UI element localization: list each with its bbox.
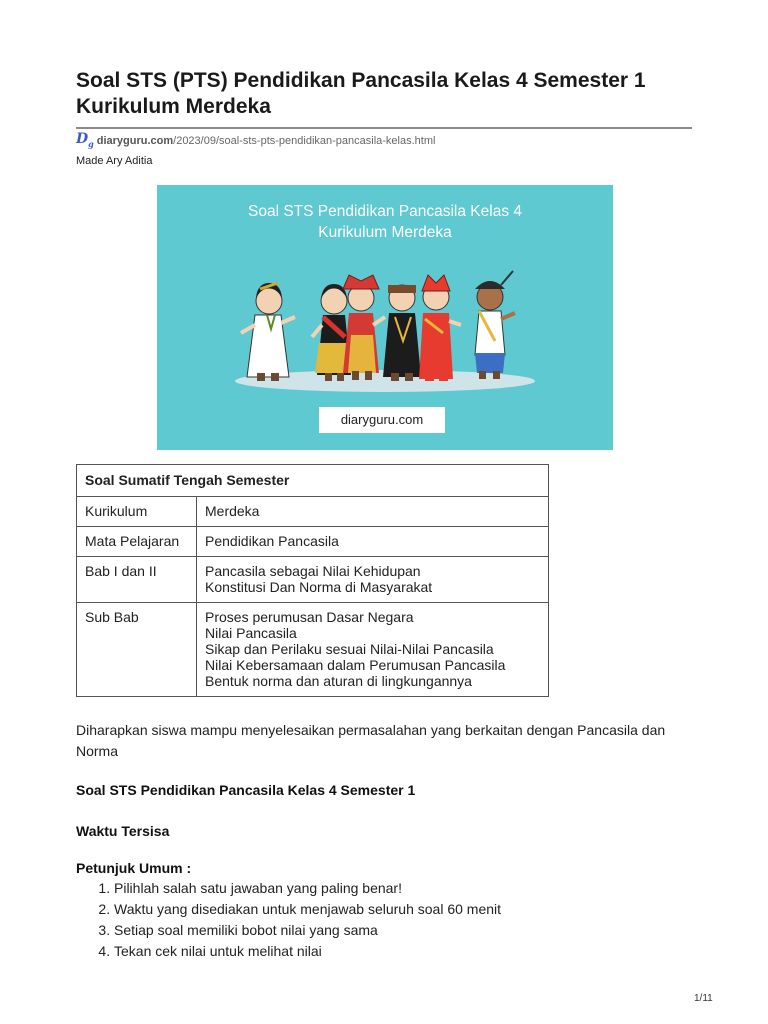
list-item: 4. Tekan cek nilai untuk melihat nilai bbox=[114, 941, 501, 962]
title-divider bbox=[76, 127, 692, 129]
value-line: Bentuk norma dan aturan di lingkungannya bbox=[205, 673, 472, 689]
intro-paragraph: Diharapkan siswa mampu menyelesaikan permasalahan yang berkaitan dengan Pancasila dan Norma bbox=[76, 722, 666, 759]
list-item: 1. Pilihlah salah satu jawaban yang paling benar! bbox=[114, 878, 501, 899]
table-row bbox=[77, 497, 549, 527]
table-header-row bbox=[77, 465, 549, 497]
banner-title-line2: Kurikulum Merdeka bbox=[318, 224, 452, 241]
banner-image bbox=[157, 185, 613, 450]
table-value bbox=[197, 527, 549, 557]
source-link[interactable] bbox=[76, 132, 435, 151]
value-line: Merdeka bbox=[205, 503, 260, 519]
list-item: 2. Waktu yang disediakan untuk menjawab seluruh soal 60 menit bbox=[114, 899, 501, 920]
table-key: Kurikulum bbox=[77, 497, 197, 527]
table-value bbox=[197, 603, 549, 697]
instructions-list bbox=[76, 878, 501, 962]
page-title: Soal STS (PTS) Pendidikan Pancasila Kelas 4 Semester 1 Kurikulum Merdeka bbox=[76, 69, 646, 118]
section-title: Soal STS Pendidikan Pancasila Kelas 4 Semester 1 bbox=[76, 782, 416, 798]
table-row bbox=[77, 603, 549, 697]
source-path: /2023/09/soal-sts-pts-pendidikan-pancasila-kelas.html bbox=[173, 135, 436, 148]
table-key: Mata Pelajaran bbox=[77, 527, 197, 557]
author-name: Made Ary Aditia bbox=[76, 155, 153, 167]
table-value bbox=[197, 557, 549, 603]
value-line: Nilai Kebersamaan dalam Perumusan Pancasila bbox=[205, 657, 506, 673]
diaryguru-logo-icon: $D_g$ bbox=[76, 131, 94, 149]
value-line: Nilai Pancasila bbox=[205, 625, 297, 641]
info-table bbox=[76, 464, 549, 697]
table-key: Bab I dan II bbox=[77, 557, 197, 603]
table-value bbox=[197, 497, 549, 527]
table-row bbox=[77, 557, 549, 603]
list-item: 3. Setiap soal memiliki bobot nilai yang sama bbox=[114, 920, 501, 941]
table-row bbox=[77, 527, 549, 557]
table-header: Soal Sumatif Tengah Semester bbox=[77, 465, 549, 497]
value-line: Proses perumusan Dasar Negara bbox=[205, 609, 414, 625]
value-line: Pancasila sebagai Nilai Kehidupan bbox=[205, 563, 421, 579]
page-number: 1/11 bbox=[694, 993, 713, 1004]
source-domain: diaryguru.com bbox=[96, 135, 174, 148]
table-key: Sub Bab bbox=[77, 603, 197, 697]
banner-site-label: diaryguru.com bbox=[319, 407, 445, 433]
value-line: Konstitusi Dan Norma di Masyarakat bbox=[205, 579, 433, 595]
instructions-title: Petunjuk Umum : bbox=[76, 860, 192, 876]
time-remaining-label: Waktu Tersisa bbox=[76, 823, 170, 839]
value-line: Pendidikan Pancasila bbox=[205, 533, 339, 549]
value-line: Sikap dan Perilaku sesuai Nilai-Nilai Pancasila bbox=[205, 641, 494, 657]
banner-title-line1: Soal STS Pendidikan Pancasila Kelas 4 bbox=[248, 203, 522, 220]
